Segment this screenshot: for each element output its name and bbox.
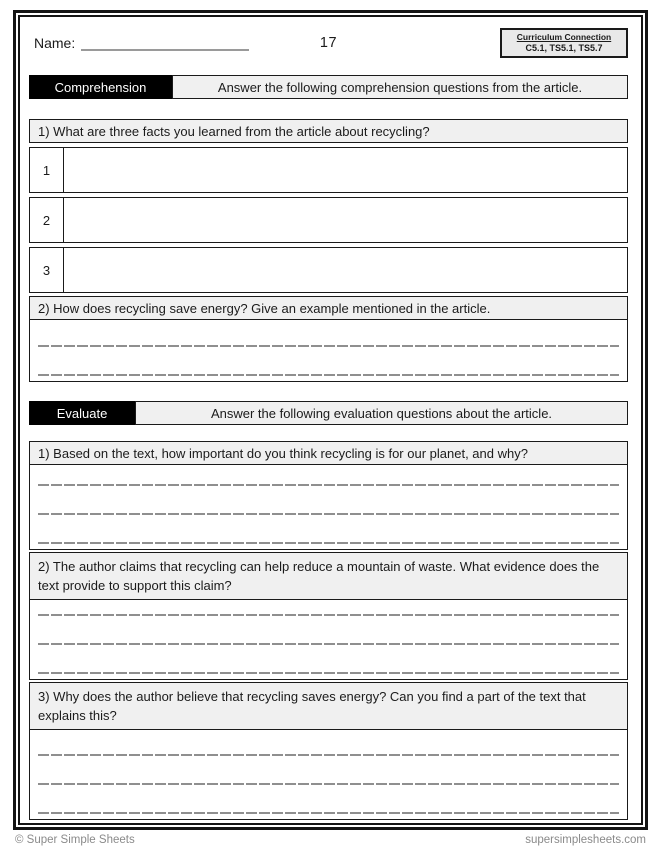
- writing-line: [38, 484, 619, 486]
- name-label: Name:: [34, 35, 76, 51]
- name-field: [29, 35, 320, 51]
- evaluate-q1-answer-area[interactable]: [29, 465, 628, 550]
- writing-line: [38, 812, 619, 814]
- comprehension-section-bar: [29, 75, 628, 99]
- writing-line: [38, 672, 619, 674]
- page-number: 17: [319, 35, 338, 51]
- writing-line: [38, 783, 619, 785]
- curriculum-connection-box: [500, 28, 628, 58]
- fact-row-2-number: 2: [30, 198, 64, 242]
- fact-row-1: [29, 147, 628, 193]
- worksheet-inner-frame: [18, 15, 643, 825]
- website-link[interactable]: supersimplesheets.com: [525, 834, 646, 846]
- comprehension-q2-answer-area[interactable]: [29, 320, 628, 382]
- page-header: [29, 25, 628, 61]
- fact-row-1-number: 1: [30, 148, 64, 192]
- comprehension-section-instruction: Answer the following comprehension questions from the article.: [172, 75, 628, 99]
- writing-line: [38, 542, 619, 544]
- fact-row-3: [29, 247, 628, 293]
- evaluate-section-instruction: Answer the following evaluation questions about the article.: [135, 401, 628, 425]
- evaluate-q3-header: 3) Why does the author believe that recycling saves energy? Can you find a part of the text that explains this?: [29, 682, 628, 730]
- fact-row-3-number: 3: [30, 248, 64, 292]
- copyright-text: © Super Simple Sheets: [15, 834, 135, 846]
- writing-line: [38, 754, 619, 756]
- page-footer: [15, 834, 646, 846]
- curriculum-title: Curriculum Connection: [516, 32, 612, 42]
- evaluate-q3-answer-area[interactable]: [29, 730, 628, 820]
- name-field-line[interactable]: [81, 37, 249, 51]
- comprehension-q2-header: 2) How does recycling save energy? Give an example mentioned in the article.: [29, 296, 628, 320]
- writing-line: [38, 614, 619, 616]
- evaluate-section-bar: [29, 401, 628, 425]
- writing-line: [38, 643, 619, 645]
- writing-line: [38, 513, 619, 515]
- comprehension-q1-header: 1) What are three facts you learned from the article about recycling?: [29, 119, 628, 143]
- writing-line: [38, 345, 619, 347]
- evaluate-q2-header: 2) The author claims that recycling can help reduce a mountain of waste. What evidence does the text provide to support this claim?: [29, 552, 628, 600]
- comprehension-section-label: Comprehension: [29, 75, 172, 99]
- fact-row-2-answer-cell[interactable]: [64, 198, 627, 242]
- evaluate-section-label: Evaluate: [29, 401, 135, 425]
- evaluate-q2-answer-area[interactable]: [29, 600, 628, 680]
- evaluate-q1-header: 1) Based on the text, how important do you think recycling is for our planet, and why?: [29, 441, 628, 465]
- writing-line: [38, 374, 619, 376]
- fact-row-3-answer-cell[interactable]: [64, 248, 627, 292]
- worksheet-page: [13, 10, 648, 830]
- fact-row-1-answer-cell[interactable]: [64, 148, 627, 192]
- curriculum-codes: C5.1, TS5.1, TS5.7: [525, 43, 603, 53]
- fact-row-2: [29, 197, 628, 243]
